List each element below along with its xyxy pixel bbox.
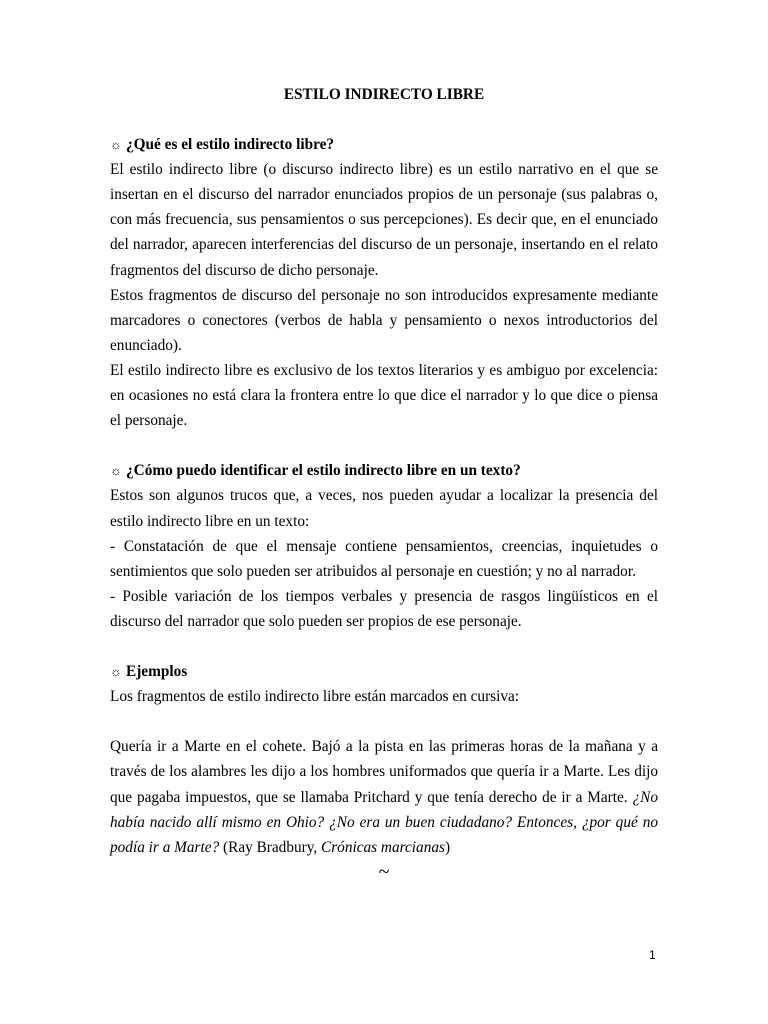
paragraph: Estos son algunos trucos que, a veces, nos pueden ayudar a localizar la presencia del estilo indirecto libre en un texto: [110, 487, 658, 530]
example-narration-text: Quería ir a Marte en el cohete. Bajó a la pista en las primeras horas de la mañana y a través de los alambres les dijo a los hombres uniformados que quería ir a Marte. Les dijo que pagaba impuestos, que se llamaba Pritchard y que tenía derecho de ir a Marte. [110, 738, 658, 806]
citation-open: (Ray Bradbury, [219, 838, 322, 856]
paragraph: - Constatación de que el mensaje contiene pensamientos, creencias, inquietudes o sentimientos que solo pueden ser atribuidos al personaje en cuestión; y no al narrador. [110, 537, 658, 580]
sun-bullet-icon: ☼ [110, 664, 122, 680]
sun-bullet-icon: ☼ [110, 463, 122, 479]
spacer [110, 433, 658, 458]
document-title: ESTILO INDIRECTO LIBRE [283, 86, 485, 103]
paragraph: Los fragmentos de estilo indirecto libre están marcados en cursiva: [110, 688, 520, 706]
separator-tilde: ~ [378, 860, 390, 883]
document-page [110, 82, 658, 882]
example-quote [110, 734, 658, 859]
paragraph: El estilo indirecto libre (o discurso indirecto libre) es un estilo narrativo en el que se insertan en el discurso del narrador enunciados propios de un personaje (sus palabras o, con más frecuencia, sus pensamientos o sus percepciones). Es decir que, en el enunciado del narrador, aparecen interferencias del discurso de un personaje, insertando en el relato fragmentos del discurso de dicho personaje. [110, 161, 658, 279]
section-heading-text: Ejemplos [126, 663, 188, 681]
section-heading-text: ¿Qué es el estilo indirecto libre? [126, 136, 335, 154]
paragraph: - Posible variación de los tiempos verbales y presencia de rasgos lingüísticos en el discurso del narrador que solo pueden ser propios de ese personaje. [110, 587, 658, 630]
section-heading-text: ¿Cómo puedo identificar el estilo indirecto libre en un texto? [126, 462, 521, 480]
citation-close: ) [444, 838, 451, 856]
section-heading-examples [110, 659, 658, 684]
paragraph: El estilo indirecto libre es exclusivo de los textos literarios y es ambiguo por excelencia: en ocasiones no está clara la frontera entre lo que dice el narrador y lo que dice o piensa el personaje. [110, 361, 658, 430]
paragraph: Estos fragmentos de discurso del personaje no son introducidos expresamente mediante marcadores o conectores (verbos de habla y pensamiento o nexos introductorios del enunciado). [110, 286, 658, 354]
citation-work-title: Crónicas marcianas [321, 838, 445, 856]
sun-bullet-icon: ☼ [110, 137, 122, 153]
section-heading-what-is [110, 132, 658, 157]
page-number: 1 [649, 948, 656, 962]
spacer [110, 107, 658, 132]
spacer [110, 634, 658, 659]
spacer [110, 709, 658, 734]
example-free-indirect-text: ¿No había nacido allí mismo en Ohio? ¿No era un buen ciudadano? Entonces, ¿por qué no podía ir a Marte? [110, 788, 658, 856]
section-heading-how-to-identify [110, 458, 658, 483]
